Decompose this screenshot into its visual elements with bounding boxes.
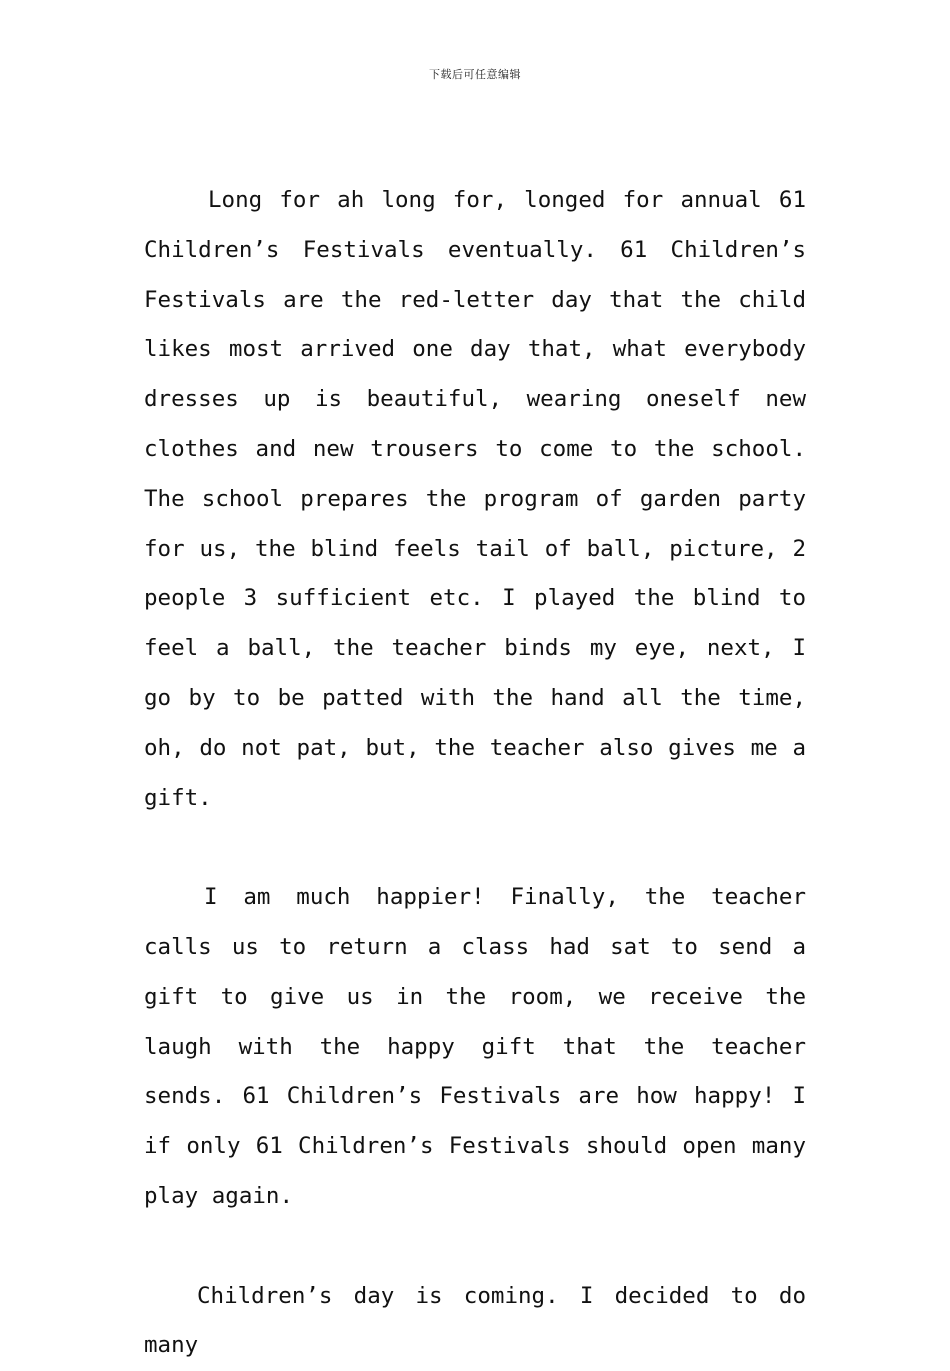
- document-body: [144, 176, 806, 1371]
- paragraph-3: Children’s day is coming. I decided to do many: [144, 1282, 806, 1359]
- paragraph-1: Long for ah long for, longed for annual 61 Children’s Festivals eventually. 61 Children’s Festivals are the red-letter day that the child likes most arrived one day that, what everybody dresses up is beautiful, wearing oneself new clothes and new trousers to come to the school. The school prepares the program of garden party for us, the blind feels tail of ball, picture, 2 people 3 sufficient etc. I played the blind to feel a ball, the teacher binds my eye, next, I go by to be patted with the hand all the time, oh, do not pat, but, the teacher also gives me a gift.: [144, 187, 806, 811]
- paragraph-2: I am much happier! Finally, the teacher calls us to return a class had sat to send a gift to give us in the room, we receive the laugh with the happy gift that the teacher sends. 61 Children’s Festivals are how happy! I if only 61 Children’s Festivals should open many play again.: [144, 884, 806, 1209]
- page-header-note: 下载后可任意编辑: [429, 68, 521, 81]
